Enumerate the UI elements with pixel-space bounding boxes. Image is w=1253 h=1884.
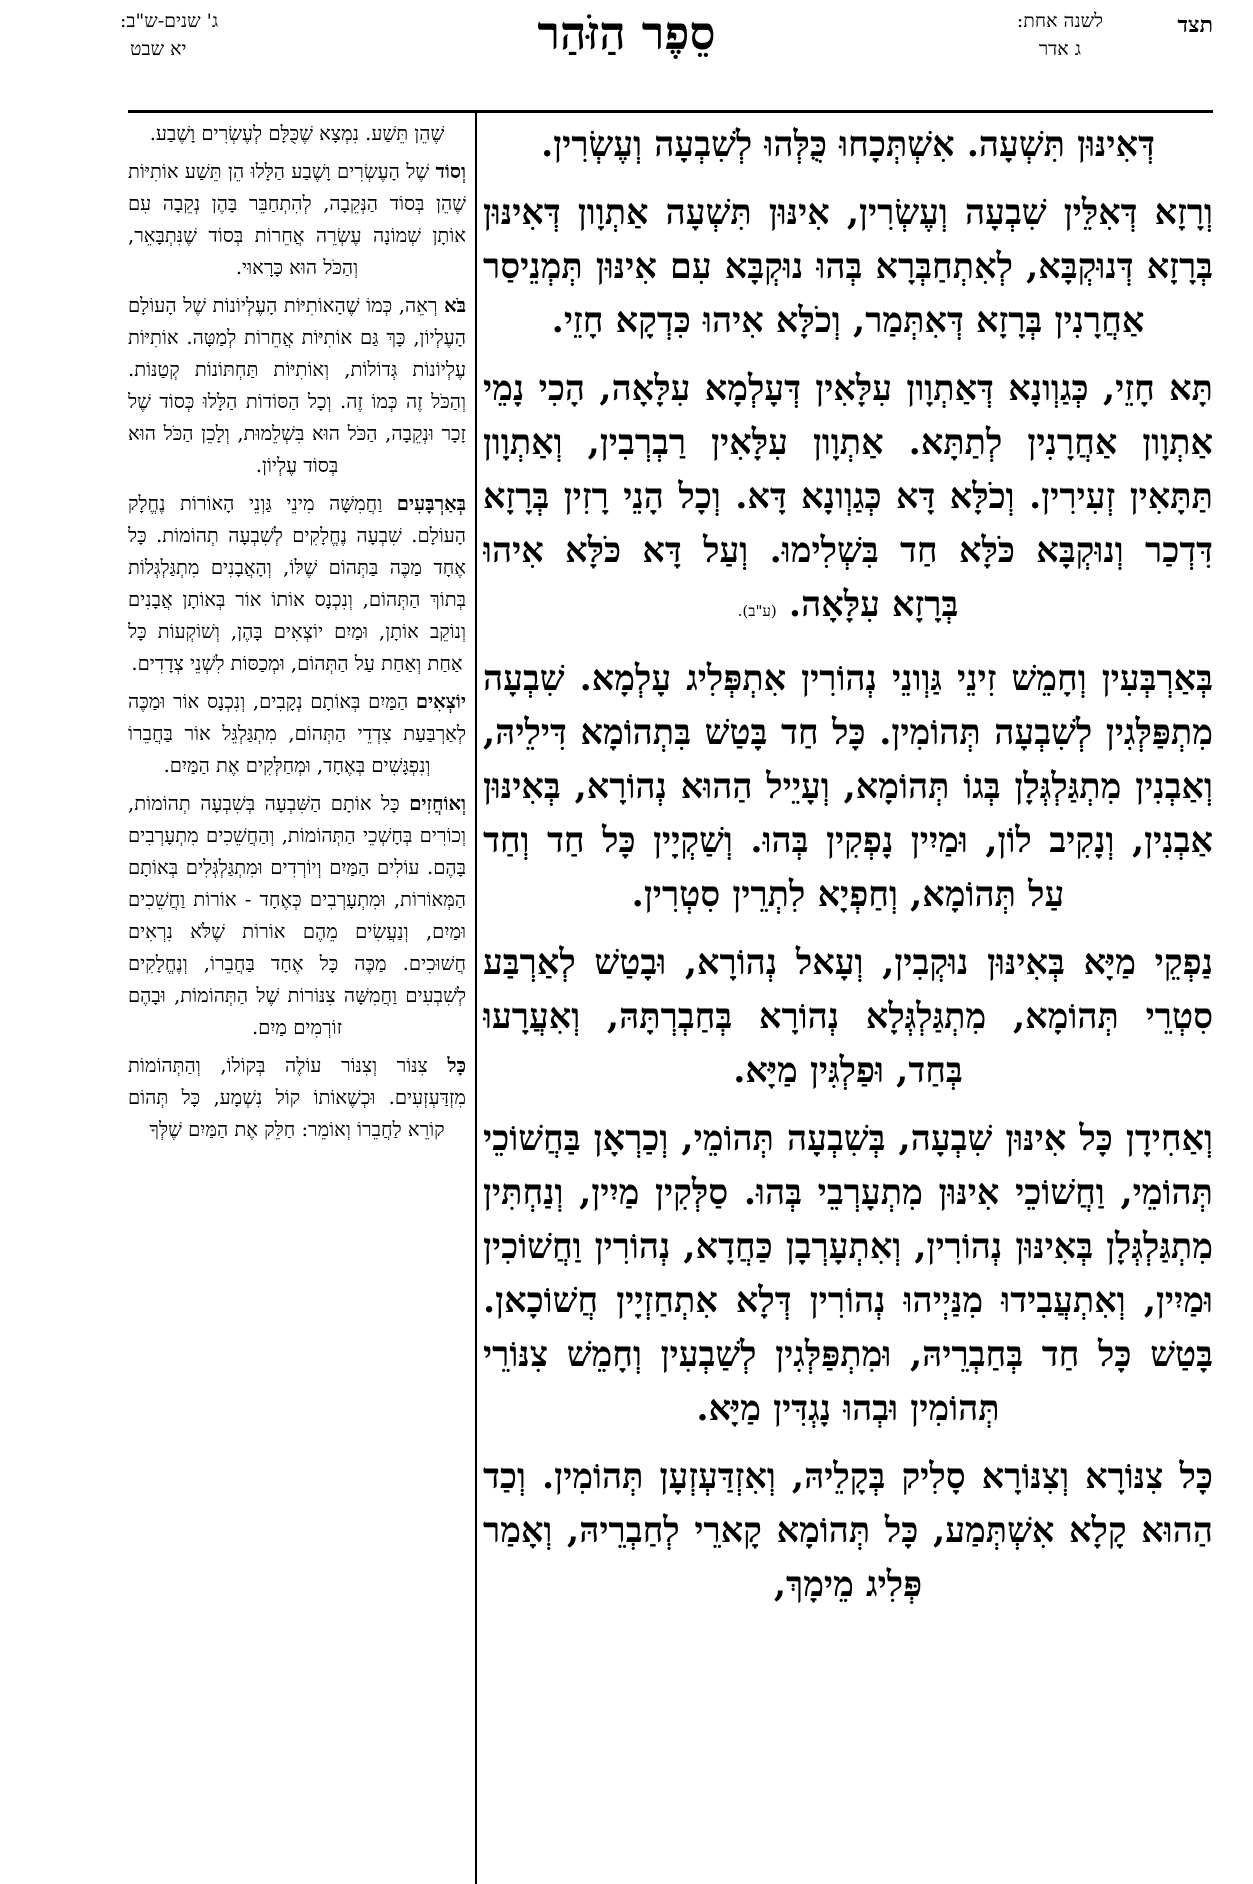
main-paragraph-text: בְּאַרְבְּעִין וְחָמֵשׁ זִינֵי גַּוְונֵי נְהוֹרִין אִתְפְּלִיג עָלְמָא. שִׁבְעָה מִתְפַּלְּגִין לְשִׁבְעָה תְּהוֹמִין. כָּל חַד בָּטַשׁ בִּתְהוֹמָא דִּילֵיהּ, וְאַבְנִין מִתְגַּלְגְּלָן בְּגוֹ תְּהוֹמָא, וְעָיֵיל הַהוּא נְהוֹרָא, בְּאִינּוּן אַבְנִין, וְנָקִיב לוֹן, וּמַיִין נָפְקִין בְּהוּ. וְשַׁקְיָין כָּל חַד וְחַד עַל תְּהוֹמָא, וְחַפְיָא לִתְרֵין סִטְרִין. [483,658,1213,915]
study-schedule-years: ג' שנים-ש"ב: [120,10,219,32]
translation-paragraph-text: צִנּוֹר וְצִנּוֹר עוֹלֶה בְּקוֹלוֹ, וְהַתְּהוֹמוֹת מִזְדַּעְזְעִים. וּכְשֶׁאוֹתוֹ קוֹל נִשְׁמָע, כָּל תְּהוֹם קוֹרֵא לַחֲבֵרוֹ וְאוֹמֵר: חַלֵּק אֶת הַמַּיִם שֶׁלְּךָ [128,1054,466,1141]
translation-paragraph-text: שֶׁהֵן תֵּשַׁע. נִמְצָא שֶׁכֻּלָּם לְעֶשְׂרִים וָשֶׁבַע. [149,122,445,145]
translation-paragraph [128,488,466,680]
main-paragraph [483,1112,1213,1436]
translation-paragraph [128,1050,466,1146]
column-divider [475,112,477,1884]
main-paragraph-text: כָּל צִנּוֹרָא וְצִנּוֹרָא סָלִיק בְּקָלֵיהּ, וְאִזְדַּעְזְעָן תְּהוֹמִין. וְכַד הַהוּא קָלָא אִשְׁתְּמַע, כָּל תְּהוֹמָא קָארֵי לְחַבְרֵיהּ, וְאָמַר פְּלִיג מֵימָךְ, [483,1456,1213,1605]
header-rule [128,110,1213,113]
main-paragraph [483,1450,1213,1612]
page-number: תצד [1177,12,1213,38]
main-paragraph [483,186,1213,348]
main-paragraph-text: תָּא חָזֵי, כְּגַוְונָא דְּאַתְוָון עִלָּאִין דְּעָלְמָא עִלָּאָה, הָכִי נָמֵי אַתְוָון אַחֲרָנִין לְתַתָּא. אַתְוָון עִלָּאִין רַבְרְבִין, וְאַתְוָון תַּתָּאִין זְעִירִין. וְכֹלָּא דָּא כְּגַוְונָא דָּא. וְכָל הָנֵי רָזִין בְּרָזָא דִּדְכַר וְנוּקְבָּא כֹּלָּא חַד בִּשְׁלִימוּ. וְעַל דָּא כֹּלָּא אִיהוּ בְּרָזָא עִלָּאָה. [483,368,1213,625]
main-paragraph-text: וְרָזָא דְּאִלֵּין שִׁבְעָה וְעֶשְׂרִין, אִינּוּן תִּשְׁעָה אַתְוָון דְּאִינּוּן בְּרָזָא דְּנוּקְבָּא, לְאִתְחַבְּרָא בְּהוּ נוּקְבָּא עִם אִינּוּן תְּמְנֵיסַר אַחֲרָנִין בְּרָזָא דְּאִתְּמַר, וְכֹלָּא אִיהוּ כִּדְקָא חָזֵי. [483,192,1213,341]
main-text-column [483,118,1213,1878]
study-schedule-date: ג אדר [1038,38,1081,60]
book-title: סֵפֶר הַזֹּהַר [537,6,716,60]
translation-paragraph-text: שֶׁל הָעֶשְׂרִים וָשֶׁבַע הַלָּלוּ הֵן תֵּשַׁע אוֹתִיּוֹת שֶׁהֵן בְּסוֹד הַנְּקֵבָה, לְהִתְחַבֵּר בָּהֶן נְקֵבָה עִם אוֹתָן שְׁמוֹנָה עֶשְׂרֵה אֲחֵרוֹת בְּסוֹד שֶׁנִּתְבָּאֵר, וְהַכֹּל הוּא כָּרָאוּי. [128,160,466,279]
translation-paragraph [128,788,466,1044]
main-paragraph-text: נַפְקֵי מַיָּא בְּאִינּוּן נוּקְבִין, וְעָאל נְהוֹרָא, וּבָטַשׁ לְאַרְבַּע סִטְרֵי תְּהוֹמָא, מִתְגַּלְגְּלָא נְהוֹרָא בְּחַבְרְתָּהּ, וְאִעֲרָעוּ בְּחַד, וּפַלְגִּין מַיָּא. [483,942,1213,1091]
study-schedule-date-alt: יא שבט [130,38,187,60]
main-paragraph-text: וְאַחִידָן כָּל אִינּוּן שִׁבְעָה, בְּשִׁבְעָה תְּהוֹמֵי, וְכַרְאָן בַּחֲשׁוֹכֵי תְּהוֹמֵי, וַחֲשׁוֹכֵי אִינּוּן מִתְעָרְבֵי בְּהוּ. סַלְּקִין מַיִין, וְנַחְתִּין מִתְגַּלְגְּלָן בְּאִינּוּן נְהוֹרִין, וְאִתְעָרְבָן כַּחֲדָא, נְהוֹרִין וַחֲשׁוֹכִין וּמַיִין, וְאִתְעֲבִידוּ מִנַּיְיהוּ נְהוֹרִין דְּלָא אִתְחַזְיָין חֲשׁוֹכָאן. בָּטַשׁ כָּל חַד בְּחַבְרֵיהּ, וּמִתְפַּלְּגִין לְשַׁבְעִין וְחָמֵשׁ צִנּוֹרֵי תְּהוֹמִין וּבְהוּ נָגְדִּין מַיָּא. [483,1118,1213,1429]
translation-paragraph [128,118,466,150]
folio-note: (ע"ב). [737,602,777,620]
paragraph-lead-word: כָּל [447,1054,466,1077]
paragraph-lead-word: וְאוֹחֲזִים [409,792,466,815]
translation-column [128,118,466,1878]
page-header [0,0,1253,118]
translation-paragraph [128,156,466,284]
paragraph-lead-word: וְסוֹד [435,160,466,183]
translation-paragraph-text: רְאֵה, כְּמוֹ שֶׁהָאוֹתִיּוֹת הָעֶלְיוֹנוֹת שֶׁל הָעוֹלָם הָעֶלְיוֹן, כָּךְ גַּם אוֹתִיּוֹת אֲחֵרוֹת לְמַטָּה. אוֹתִיּוֹת עֶלְיוֹנוֹת גְּדוֹלוֹת, וְאוֹתִיּוֹת תַּחְתּוֹנוֹת קְטַנּוֹת. וְהַכֹּל זֶה כְּמוֹ זֶה. וְכָל הַסּוֹדוֹת הַלָּלוּ כְּסוֹד שֶׁל זָכָר וּנְקֵבָה, הַכֹּל הוּא בִּשְׁלֵמוּת, וְלָכֵן הַכֹּל הוּא בְּסוֹד עֶלְיוֹן. [128,294,466,477]
main-paragraph [483,362,1213,638]
translation-paragraph [128,686,466,782]
main-paragraph [483,936,1213,1098]
translation-paragraph-text: כָּל אוֹתָם הַשִּׁבְעָה בְּשִׁבְעָה תְהוֹמוֹת, וְכוֹרִים בְּחָשְׁכֵי הַתְּהוֹמוֹת, וְהַחֲשֵׁכִים מִתְעָרְבִים בָּהֶם. עוֹלִים הַמַּיִם וְיוֹרְדִים וּמִתְגַּלְגְּלִים בְּאוֹתָם הַמְּאוֹרוֹת, וּמִתְעָרְבִים כְּאֶחָד - אוֹרוֹת וַחֲשֵׁכִים וּמַיִם, וְנַעֲשִׂים מֵהֶם אוֹרוֹת שֶׁלֹּא נִרְאִים חֲשׁוּכִים. מַכֶּה כָּל אֶחָד בַּחֲבֵרוֹ, וְנֶחֱלָקִים לְשִׁבְעִים וַחֲמִשָּׁה צִנּוֹרוֹת שֶׁל הַתְּהוֹמוֹת, וּבָהֶם זוֹרְמִים מַיִם. [128,792,466,1039]
paragraph-lead-word: בְּאַרְבָּעִים [396,492,466,515]
translation-paragraph [128,290,466,482]
study-schedule-year: לשנה אחת: [1016,10,1103,32]
translation-paragraph-text: וַחֲמִשָּׁה מִינֵי גַּוְנֵי הָאוֹרוֹת נֶחֱלָק הָעוֹלָם. שִׁבְעָה נֶחֱלָקִים לְשִׁבְעָה תְהוֹמוֹת. כָּל אֶחָד מַכֶּה בַּתְּהוֹם שֶׁלּוֹ, וְהָאֲבָנִים מִתְגַּלְגְּלוֹת בְּתוֹךְ הַתְּהוֹם, וְנִכְנָס אוֹתוֹ אוֹר בְּאוֹתָן אֲבָנִים וְנוֹקֵב אוֹתָן, וּמַיִם יוֹצְאִים בָּהֶן, וְשׁוֹקְעוֹת כָּל אַחַת וְאַחַת עַל הַתְּהוֹם, וּמְכַסּוֹת לִשְׁנֵי צְדָדִים. [128,492,466,675]
translation-paragraph-text: הַמַּיִם בְּאוֹתָם נְקָבִים, וְנִכְנָס אוֹר וּמַכֶּה לְאַרְבַּעַת צִדְדֵי הַתְּהוֹם, מִתְגַּלְגֵּל אוֹר בַּחֲבֵרוֹ וְנִפְגָּשִׁים בְּאֶחָד, וּמְחַלְּקִים אֶת הַמַּיִם. [128,690,466,777]
main-paragraph [483,652,1213,922]
main-paragraph [483,118,1213,172]
paragraph-lead-word: בֹּא [444,294,466,317]
paragraph-lead-word: יוֹצְאִים [415,690,466,713]
main-paragraph-text: דְּאִינּוּן תִּשְׁעָה. אִשְׁתְּכָחוּ כֻּלְּהוּ לְשִׁבְעָה וְעֶשְׂרִין. [541,124,1155,165]
